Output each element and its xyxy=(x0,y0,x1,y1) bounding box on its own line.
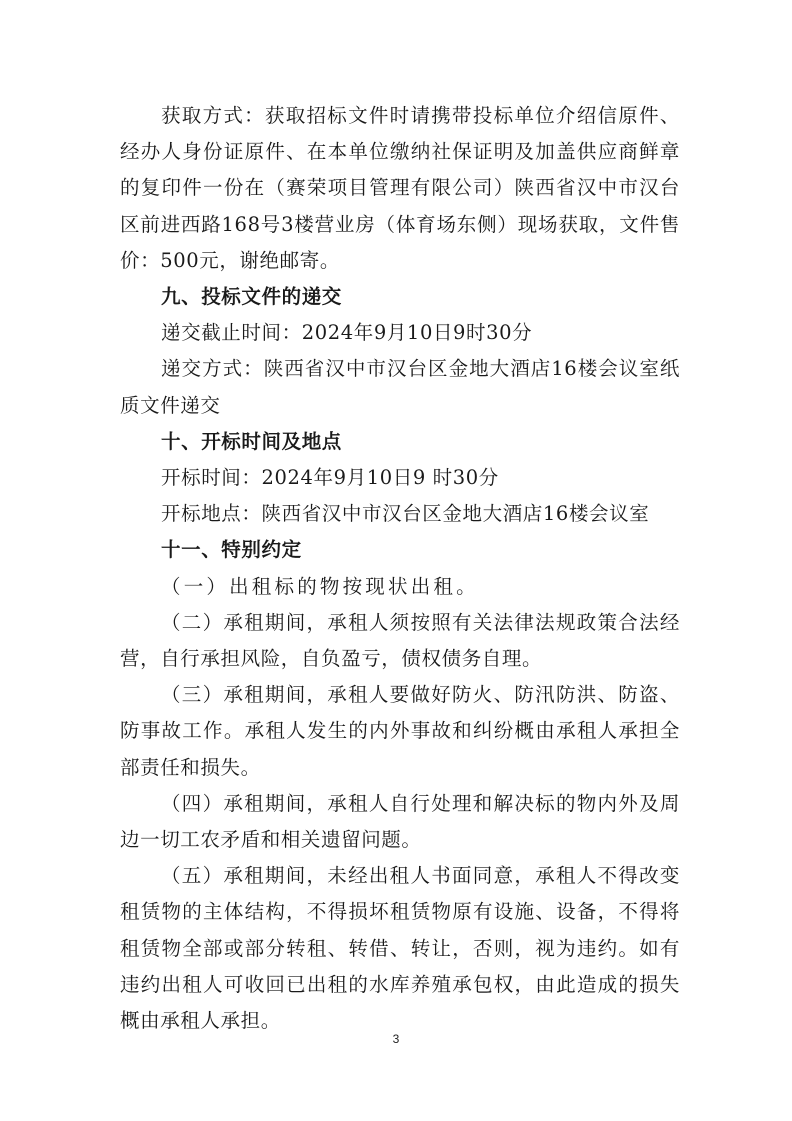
paragraph-submission-method: 递交方式：陕西省汉中市汉台区金地大酒店16楼会议室纸质文件递交 xyxy=(120,357,680,417)
special-term-2: （二）承租期间，承租人须按照有关法律法规政策合法经营，自行承担风险，自负盈亏，债权债务自理。 xyxy=(120,610,680,671)
paragraph-opening-time: 开标时间：2024年9月10日9 时30分 xyxy=(161,466,499,490)
paragraph-submission-deadline: 递交截止时间：2024年9月10日9时30分 xyxy=(161,321,533,345)
section-heading-9: 九、投标文件的递交 xyxy=(161,285,342,309)
section-heading-11: 十一、特别约定 xyxy=(161,538,302,562)
paragraph-opening-place: 开标地点：陕西省汉中市汉台区金地大酒店16楼会议室 xyxy=(161,502,650,526)
paragraph-obtain-method: 获取方式：获取招标文件时请携带投标单位介绍信原件、经办人身份证原件、在本单位缴纳社保证明及加盖供应商鲜章的复印件一份在（赛荣项目管理有限公司）陕西省汉中市汉台区前进西路168号3楼营业房（体育场东侧）现场获取，文件售价：500元，谢绝邮寄。 xyxy=(120,104,680,272)
special-term-4: （四）承租期间，承租人自行处理和解决标的物内外及周边一切工农矛盾和相关遗留问题。 xyxy=(120,791,680,852)
page-number: 3 xyxy=(392,1032,400,1046)
special-term-1: （一）出租标的物按现状出租。 xyxy=(161,574,479,598)
document-body xyxy=(120,98,680,1039)
special-term-5: （五）承租期间，未经出租人书面同意，承租人不得改变租赁物的主体结构，不得损坏租赁物原有设施、设备，不得将租赁物全部或部分转租、转借、转让，否则，视为违约。如有违约出租人可收回已出租的水库养殖承包权，由此造成的损失概由承租人承担。 xyxy=(120,864,680,1033)
special-term-3: （三）承租期间，承租人要做好防火、防汛防洪、防盗、防事故工作。承租人发生的内外事故和纠纷概由承租人承担全部责任和损失。 xyxy=(120,683,680,779)
section-heading-10: 十、开标时间及地点 xyxy=(161,429,342,453)
